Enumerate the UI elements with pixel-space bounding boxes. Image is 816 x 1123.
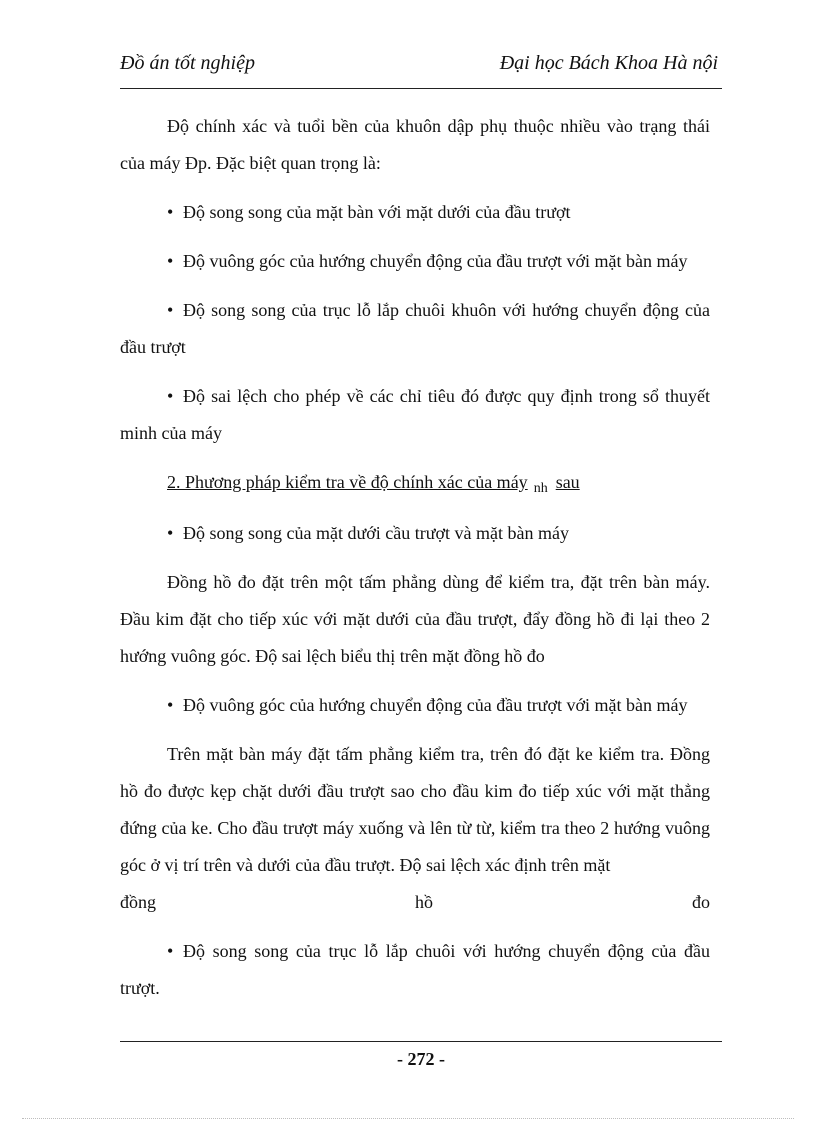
bullet-icon: • [167, 300, 174, 320]
intro-paragraph: Độ chính xác và tuổi bền của khuôn dập phụ thuộc nhiều vào trạng thái của máy Đp. Đặc biệt quan trọng là: [120, 116, 710, 173]
bullet-text: Độ sai lệch cho phép về các chỉ tiêu đó được quy định trong sổ thuyết minh của máy [120, 386, 710, 443]
body-paragraph: Trên mặt bàn máy đặt tấm phẳng kiểm tra, trên đó đặt ke kiểm tra. Đồng hồ đo được kẹp chặt dưới đầu trượt sao cho đầu kim đo tiếp xúc với mặt thẳng đứng của ke. Cho đầu trượt máy xuống và lên từ từ, kiểm tra theo 2 hướng vuông góc ở vị trí trên và dưới của đầu trượt. Độ sai lệch xác định trên mặt [120, 744, 710, 875]
bullet-text: Độ vuông góc của hướng chuyển động của đầu trượt với mặt bàn máy [183, 251, 688, 271]
bullet-icon: • [167, 251, 174, 271]
bullet-icon: • [167, 941, 174, 961]
bullet-icon: • [167, 523, 174, 543]
heading-end: sau [555, 472, 580, 492]
header-left-title: Đồ án tốt nghiệp [120, 52, 255, 74]
bullet-icon: • [167, 386, 174, 406]
heading-text: 2. Phương pháp kiểm tra về độ chính xác của máy [167, 472, 528, 492]
word: hồ [415, 892, 433, 912]
bullet-icon: • [167, 695, 174, 715]
section-heading [120, 464, 710, 503]
justified-last-line [120, 884, 710, 921]
bullet-text: Độ vuông góc của hướng chuyển động của đầu trượt với mặt bàn máy [183, 695, 688, 715]
word: đo [692, 892, 710, 912]
bullet-text: Độ song song của trục lỗ lắp chuôi khuôn với hướng chuyển động của đầu trượt [120, 300, 710, 357]
bullet-item [120, 687, 710, 724]
page-edge-dotted-line [22, 1118, 794, 1119]
bullet-item [120, 292, 710, 366]
word: đồng [120, 892, 156, 912]
heading-subscript: nh [533, 481, 548, 496]
bullet-item [120, 378, 710, 452]
page-number: - 272 - [397, 1049, 445, 1069]
bullet-item [120, 243, 710, 280]
bullet-item [120, 933, 710, 1007]
bullet-text: Độ song song của mặt dưới cầu trượt và mặt bàn máy [183, 523, 569, 543]
bullet-item [120, 515, 710, 552]
body-paragraph: Đồng hồ đo đặt trên một tấm phẳng dùng để kiểm tra, đặt trên bàn máy. Đầu kim đặt cho tiếp xúc với mặt dưới của đầu trượt, đẩy đồng hồ đi lại theo 2 hướng vuông góc. Độ sai lệch biểu thị trên mặt đồng hồ đo [120, 572, 710, 666]
page-header [120, 48, 722, 89]
footer-divider [120, 1041, 722, 1042]
header-right-title: Đại học Bách Khoa Hà nội [499, 52, 718, 74]
bullet-item [120, 194, 710, 231]
bullet-text: Độ song song của trục lỗ lắp chuôi với hướng chuyển động của đầu trượt. [120, 941, 710, 998]
bullet-text: Độ song song của mặt bàn với mặt dưới của đầu trượt [183, 202, 571, 222]
bullet-icon: • [167, 202, 174, 222]
document-body [120, 108, 710, 1007]
